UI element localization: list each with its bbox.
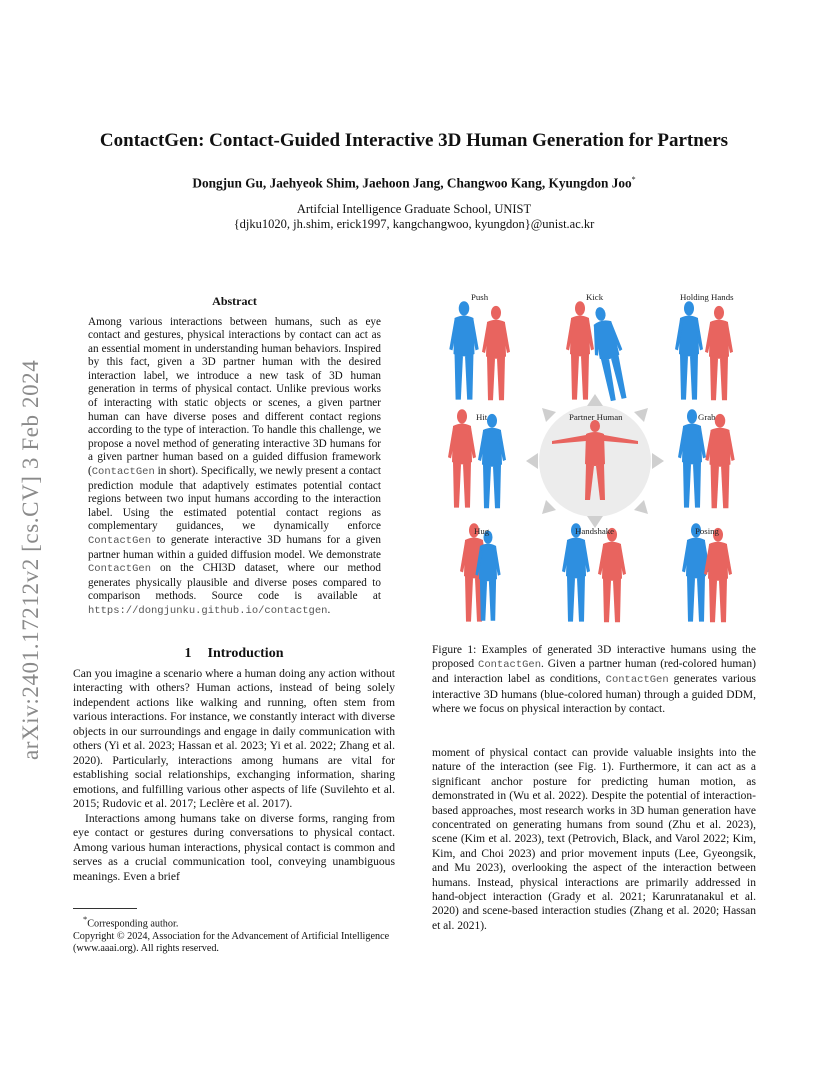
method-name: ContactGen (88, 535, 152, 547)
corresponding-note (73, 913, 395, 931)
corresponding-text: Corresponding author. (87, 918, 179, 930)
arxiv-identifier: arXiv:2401.17212v2 [cs.CV] 3 Feb 2024 (18, 359, 43, 760)
method-name: ContactGen (88, 563, 152, 576)
figure-caption (432, 643, 756, 716)
figure-illustration (434, 288, 756, 633)
abstract-part: in short). Specifically, we newly present a contact prediction module that adaptively estimates potential contact regions between two input humans according to the interaction label. Using the estimated potential contact regions as complementary guidances, we dynamically enforce (88, 465, 381, 533)
intro-paragraph-1: Can you imagine a scenario where a human doing any action without interacting with others? Human actions, instead of being solely independent actions like walking and running, often stem from various interactions. For instance, we constantly interact with diverse objects in our surroundings and engage in daily communication with others (Yi et al. 2023; Hassan et al. 2023; Yi et al. 2022; Zhang et al. 2020). Particularly, interactions among humans are vital for establishing social relationships, exchanging information, sharing emotions, and fulfilling various other aspects of life (Suvilehto et al. 2015; Rudovic et al. 2017; Leclère et al. 2017). (73, 666, 395, 810)
label-holding-hands: Holding Hands (680, 292, 734, 302)
right-column-text: moment of physical contact can provide valuable insights into the nature of the interaction (see Fig. 1). Furthermore, it can act as a significant anchor posture for predicting human motion, as demonstrated in (Wu et al. 2022). Despite the potential of interaction-based approaches, most research works in 3D human generation have concentrated on generating humans from sound (Zhu et al. 2023), scene (Kim et al. 2023), text (Petrovich, Black, and Varol 2022; Kim, Kim, and Choi 2023) and prior movement inputs (Lee, Gyeongsik, and Mu 2023), overlooking the aspect of the interaction between humans. Instead, physical interactions are primarily addressed in hand-object interaction (Grady et al. 2021; Karunratanakul et al. 2020) and scene-based interaction studies (Zhang et al. 2020; Hassan et al. 2021). (432, 747, 756, 932)
footnote-mark: * (83, 914, 88, 924)
hit-figures (448, 409, 506, 508)
abstract-part: on the CHI3D dataset, where our method generates physically plausible and diverse poses compared to comparison methods. Source code is available at (88, 562, 381, 603)
section-title: Introduction (207, 646, 284, 661)
label-grab: Grab (698, 412, 716, 422)
method-name: ContactGen (478, 659, 542, 672)
label-partner-human: Partner Human (569, 412, 623, 422)
affiliation: Artifcial Intelligence Graduate School, UNIST (296, 202, 532, 216)
source-code-link[interactable]: https://dongjunku.github.io/contactgen (88, 604, 328, 617)
author-list (0, 175, 828, 191)
introduction-section (73, 647, 395, 884)
copyright-note: Copyright © 2024, Association for the Advancement of Artificial Intelligence (www.aaai.org). All rights reserved. (73, 930, 390, 955)
affiliation-block (0, 202, 828, 232)
hug-figures (460, 523, 501, 621)
kick-figures (566, 301, 632, 402)
section-number: 1 (184, 646, 192, 661)
author-names: Dongjun Gu, Jaehyeok Shim, Jaehoon Jang, Changwoo Kang, Kyungdon Joo (192, 175, 632, 191)
caption-part: . Given a partner human (red-colored human) and interaction label as conditions, (432, 658, 756, 686)
handshake-figures (562, 523, 626, 622)
holding-hands-figures (675, 301, 733, 400)
method-name: ContactGen (91, 466, 155, 479)
footnote (73, 908, 395, 956)
abstract-heading: Abstract (212, 294, 257, 308)
label-hug: Hug (474, 526, 490, 536)
caption-part: generates various interactive 3D humans (blue-colored human) through a guided DDM, where we focus on physical interaction by contact. (432, 673, 756, 715)
abstract-part: to generate interactive 3D humans for a given partner human within a guided diffusion model. We demonstrate (88, 534, 381, 561)
author-emails: {djku1020, jh.shim, erick1997, kangchangwoo, kyungdon}@unist.ac.kr (233, 217, 595, 231)
label-push: Push (471, 292, 489, 302)
push-figures (449, 301, 510, 400)
paper-title: ContactGen: Contact-Guided Interactive 3D Human Generation for Partners (99, 130, 729, 151)
author-mark: * (631, 175, 636, 184)
posing-figures (682, 523, 732, 622)
footnote-rule (73, 908, 137, 909)
caption-part: Figure 1: Examples of generated 3D interactive humans using the proposed (432, 644, 756, 671)
abstract-text (88, 316, 381, 619)
abstract-section (88, 294, 381, 619)
label-posing: Posing (695, 526, 719, 536)
abstract-part: . (327, 603, 331, 616)
grab-figures (678, 409, 735, 508)
label-kick: Kick (586, 292, 604, 302)
method-name: ContactGen (605, 674, 669, 687)
label-handshake: Handshake (575, 526, 615, 536)
intro-paragraph-2: Interactions among humans take on diverse forms, ranging from eye contact or gestures during conversations to physical contact. Among various human interactions, physical contact is common and serves as a crucial communication tool, conveying unambiguous meanings. Even a brief (73, 811, 395, 883)
label-hit: Hit (476, 412, 488, 422)
abstract-part: Among various interactions between humans, such as eye contact and gestures, physical interactions by contact can act as an essential moment in understanding human behaviors. Inspired by this fact, given a 3D partner human with the desired interaction label, we introduce a new task of 3D human generation in terms of physical contact. Unlike previous works of interacting with static objects or scenes, a given partner human can have diverse poses and different contact regions according to the type of interaction. To handle this challenge, we propose a novel method of generating interactive 3D humans for a given partner human based on a guided diffusion framework ( (88, 315, 381, 478)
introduction-heading (73, 647, 395, 662)
figure-1 (434, 288, 756, 633)
